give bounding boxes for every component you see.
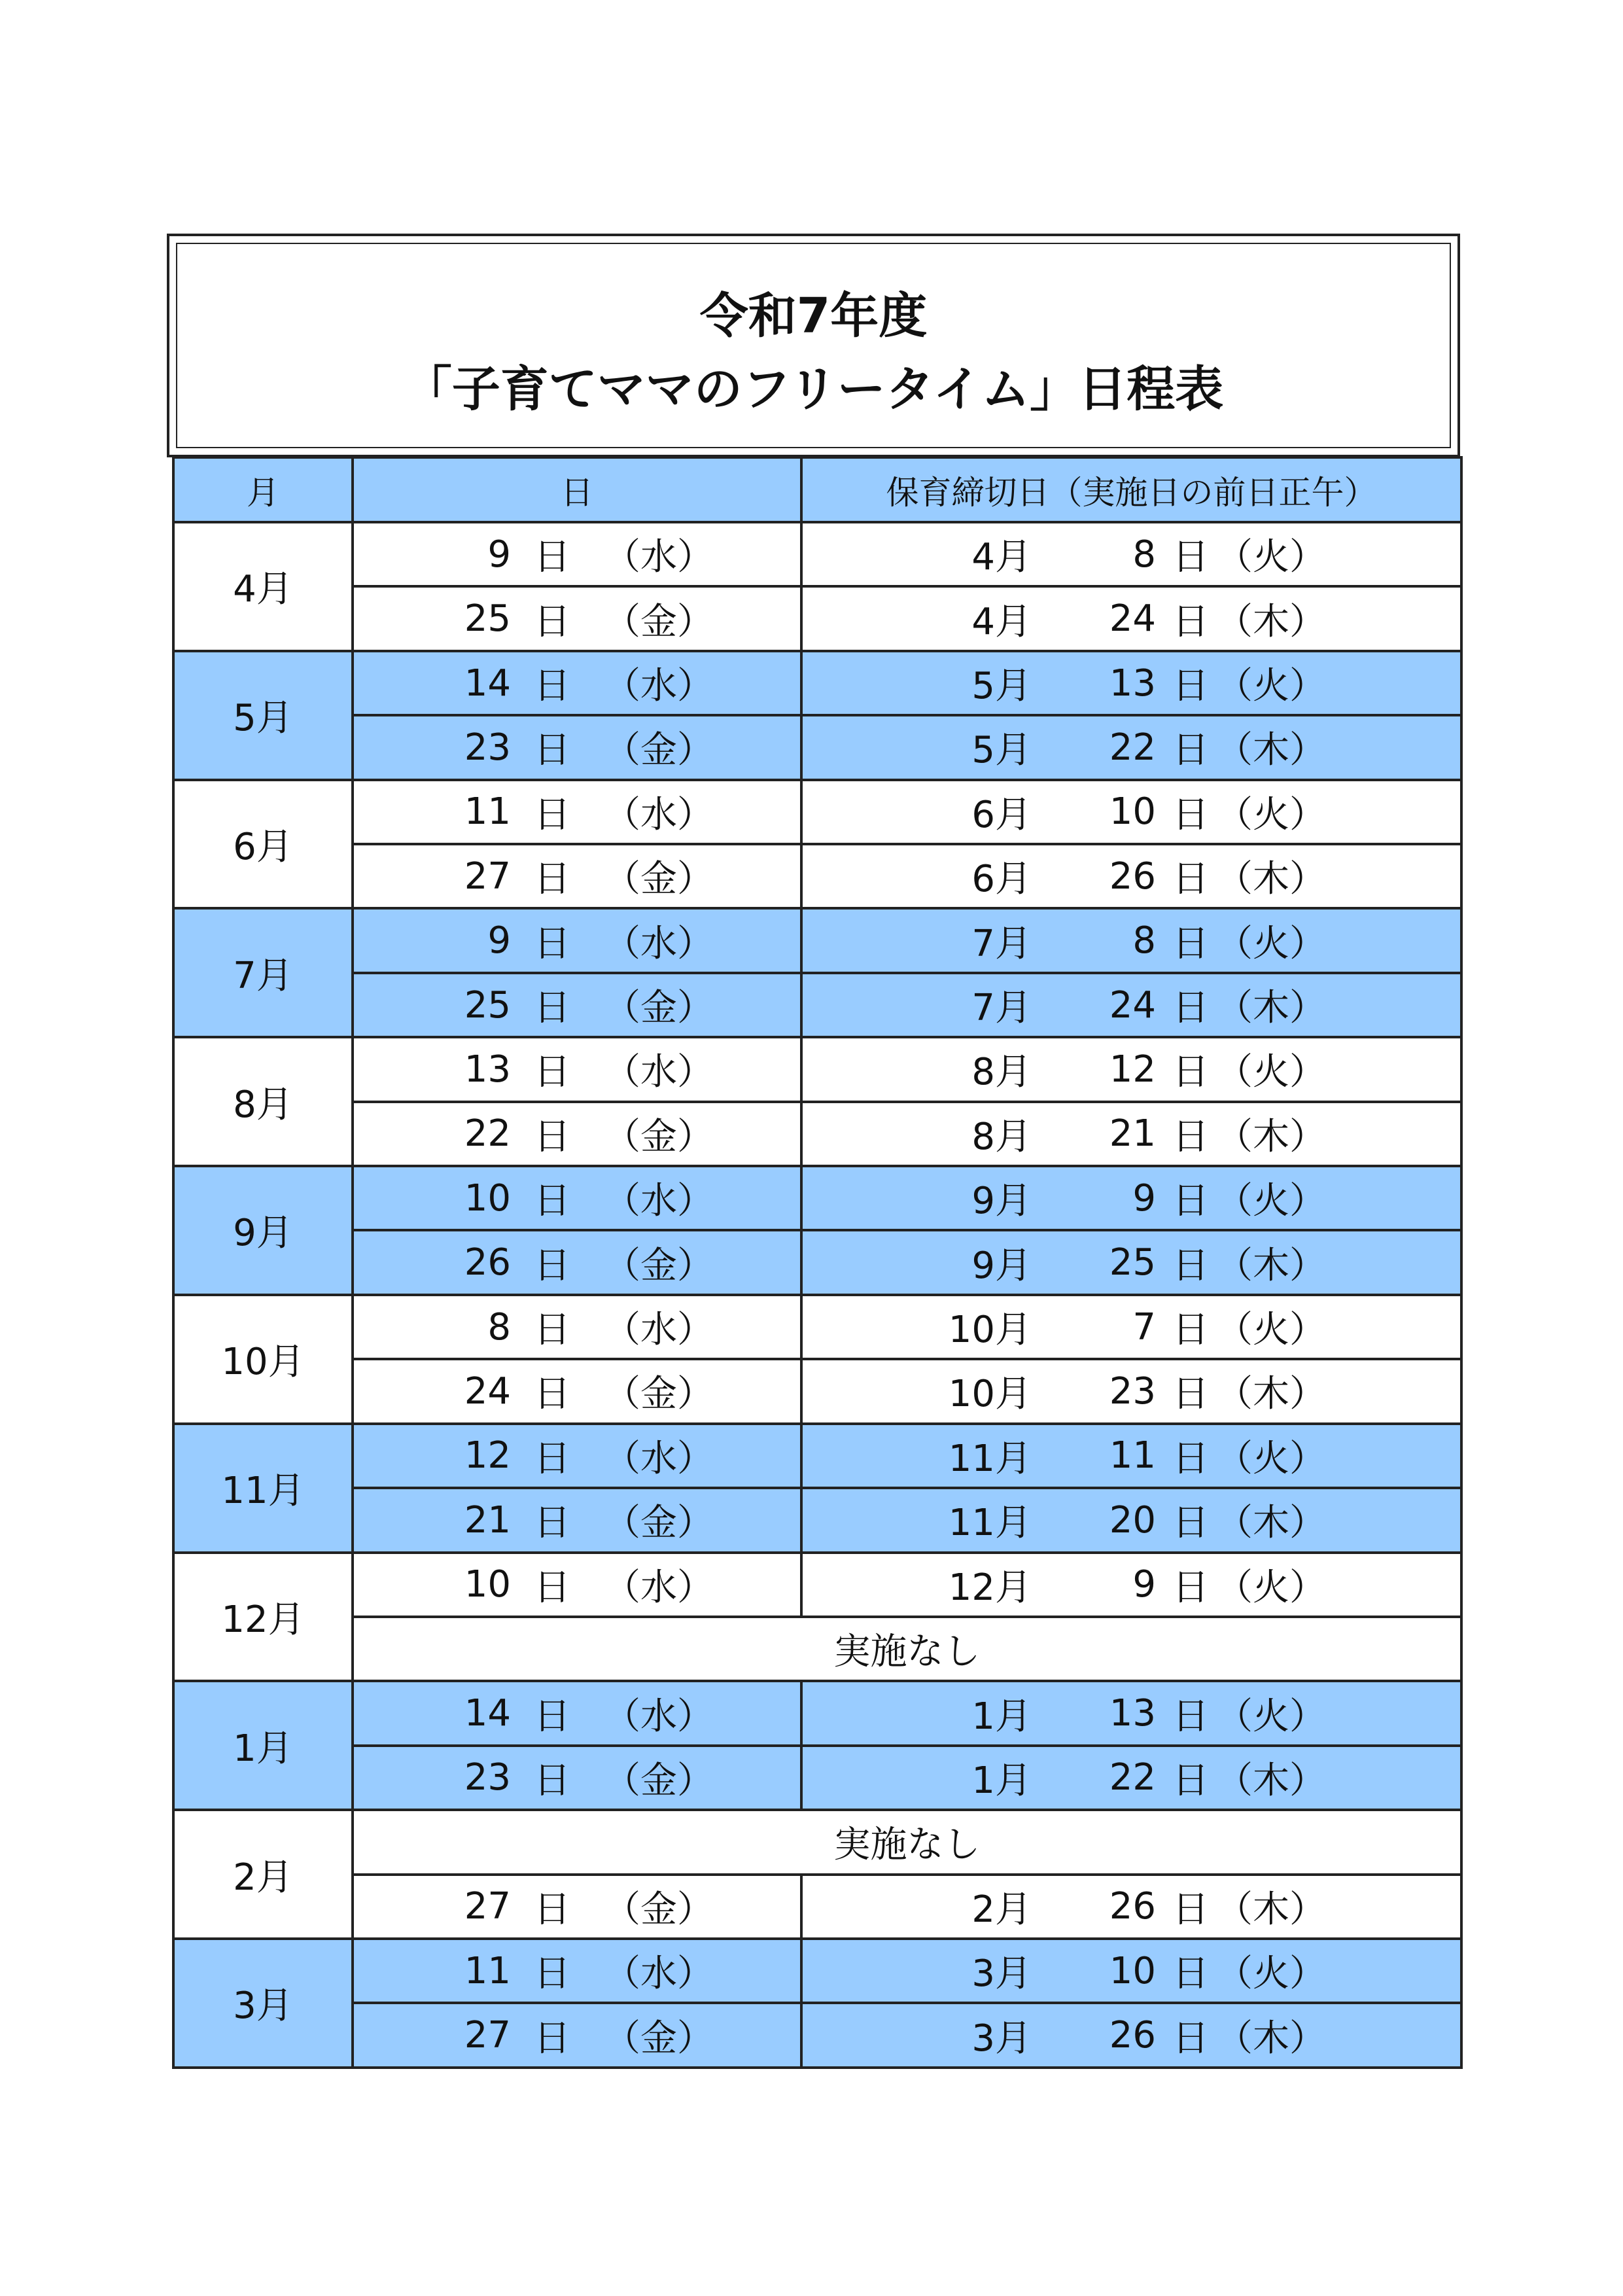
day-unit: 日 [534,1695,570,1738]
day-unit: 日 [1172,1115,1209,1158]
day-unit: 日 [1172,1244,1209,1287]
deadline-cell [801,1875,1461,1939]
session-weekday: （金） [604,1244,714,1287]
session-day: 27 [464,2014,511,2057]
day-unit: 日 [534,1373,570,1416]
session-date-cell [353,1166,801,1230]
header-month: 月 [173,457,353,522]
deadline-day: 8 [1132,533,1156,576]
day-unit: 日 [1172,1566,1209,1609]
schedule-row [173,1746,1461,1810]
deadline-day: 22 [1109,1756,1156,1799]
deadline-weekday: （火） [1216,1566,1326,1609]
deadline-weekday: （木） [1216,1373,1326,1416]
deadline-weekday: （木） [1216,1502,1326,1545]
month-cell: 1月 [173,1681,353,1810]
session-day: 23 [464,1756,511,1799]
deadline-month: 7月 [971,922,1032,965]
schedule-row [173,908,1461,972]
deadline-weekday: （火） [1216,1051,1326,1094]
deadline-day: 7 [1132,1305,1156,1349]
schedule-row [173,1230,1461,1294]
month-cell: 5月 [173,651,353,780]
deadline-day: 9 [1132,1176,1156,1220]
deadline-cell [801,586,1461,650]
session-date-cell [353,844,801,908]
session-day: 9 [487,533,511,576]
schedule-row [173,1359,1461,1423]
session-day: 11 [464,790,511,834]
session-day: 27 [464,855,511,898]
day-unit: 日 [1172,1309,1209,1352]
session-day: 24 [464,1369,511,1413]
day-unit: 日 [534,987,570,1030]
session-weekday: （金） [604,1502,714,1545]
day-unit: 日 [534,729,570,772]
deadline-weekday: （火） [1216,665,1326,708]
session-date-cell [353,522,801,586]
deadline-weekday: （火） [1216,1309,1326,1352]
session-weekday: （金） [604,1759,714,1802]
day-unit: 日 [534,1888,570,1931]
session-day: 22 [464,1112,511,1156]
schedule-row [173,1102,1461,1166]
schedule-row [173,844,1461,908]
session-day: 12 [464,1434,511,1477]
session-weekday: （金） [604,600,714,643]
deadline-cell [801,651,1461,715]
month-cell: 10月 [173,1295,353,1424]
day-unit: 日 [1172,2017,1209,2060]
deadline-cell [801,1488,1461,1552]
header-row [173,457,1461,522]
month-cell: 12月 [173,1553,353,1682]
schedule-row [173,1810,1461,1874]
session-weekday: （金） [604,1115,714,1158]
day-unit: 日 [1172,1502,1209,1545]
schedule-row [173,1295,1461,1359]
day-unit: 日 [534,2017,570,2060]
deadline-weekday: （火） [1216,1180,1326,1223]
session-date-cell [353,1746,801,1810]
deadline-day: 11 [1109,1434,1156,1477]
month-cell: 2月 [173,1810,353,1939]
month-cell: 4月 [173,522,353,651]
session-day: 9 [487,919,511,963]
deadline-day: 10 [1109,790,1156,834]
deadline-weekday: （木） [1216,987,1326,1030]
session-weekday: （水） [604,1695,714,1738]
schedule-row [173,1553,1461,1617]
day-unit: 日 [534,1309,570,1352]
month-cell: 8月 [173,1037,353,1166]
day-unit: 日 [1172,922,1209,965]
day-unit: 日 [534,1437,570,1480]
deadline-weekday: （火） [1216,536,1326,579]
day-unit: 日 [1172,600,1209,643]
deadline-weekday: （木） [1216,1244,1326,1287]
session-date-cell [353,1553,801,1617]
deadline-day: 24 [1109,597,1156,641]
day-unit: 日 [534,1952,570,1996]
deadline-weekday: （火） [1216,1695,1326,1738]
day-unit: 日 [1172,1437,1209,1480]
session-date-cell [353,780,801,844]
schedule-row [173,1681,1461,1745]
deadline-month: 1月 [971,1695,1032,1738]
session-date-cell [353,1424,801,1488]
deadline-cell [801,908,1461,972]
session-weekday: （水） [604,665,714,708]
schedule-row [173,1617,1461,1681]
deadline-weekday: （火） [1216,1437,1326,1480]
session-weekday: （金） [604,858,714,901]
session-date-cell [353,1681,801,1745]
deadline-month: 8月 [971,1051,1032,1094]
deadline-cell [801,1424,1461,1488]
deadline-day: 9 [1132,1563,1156,1606]
deadline-day: 26 [1109,855,1156,898]
session-weekday: （水） [604,1952,714,1996]
day-unit: 日 [534,1180,570,1223]
day-unit: 日 [1172,1051,1209,1094]
session-weekday: （金） [604,987,714,1030]
deadline-weekday: （木） [1216,1759,1326,1802]
title-box [167,234,1460,457]
schedule-row [173,2003,1461,2068]
session-day: 10 [464,1176,511,1220]
day-unit: 日 [534,1502,570,1545]
session-weekday: （水） [604,1437,714,1480]
schedule-body [173,522,1461,2068]
session-date-cell [353,1488,801,1552]
deadline-cell [801,780,1461,844]
session-date-cell [353,1037,801,1101]
deadline-month: 10月 [948,1373,1032,1416]
session-date-cell [353,715,801,779]
day-unit: 日 [1172,858,1209,901]
day-unit: 日 [534,1115,570,1158]
session-weekday: （水） [604,1566,714,1609]
deadline-weekday: （火） [1216,1952,1326,1996]
deadline-cell [801,1295,1461,1359]
header-day: 日 [353,457,801,522]
session-day: 25 [464,983,511,1027]
day-unit: 日 [1172,987,1209,1030]
session-weekday: （金） [604,729,714,772]
session-date-cell [353,1102,801,1166]
deadline-month: 5月 [971,665,1032,708]
schedule-row [173,1939,1461,2003]
deadline-cell [801,1037,1461,1101]
session-weekday: （水） [604,922,714,965]
deadline-cell [801,1102,1461,1166]
deadline-month: 1月 [971,1759,1032,1802]
session-day: 27 [464,1885,511,1928]
deadline-cell [801,715,1461,779]
schedule-table [172,456,1463,2069]
session-day: 13 [464,1048,511,1091]
deadline-cell [801,2003,1461,2068]
deadline-day: 22 [1109,726,1156,769]
schedule-row [173,715,1461,779]
deadline-day: 13 [1109,1692,1156,1735]
day-unit: 日 [534,1244,570,1287]
deadline-month: 12月 [948,1566,1032,1609]
session-weekday: （金） [604,1373,714,1416]
deadline-month: 11月 [948,1502,1032,1545]
deadline-month: 2月 [971,1888,1032,1931]
session-weekday: （水） [604,536,714,579]
deadline-weekday: （火） [1216,793,1326,836]
session-day: 14 [464,662,511,705]
session-weekday: （金） [604,2017,714,2060]
deadline-cell [801,1166,1461,1230]
session-day: 21 [464,1498,511,1542]
month-cell: 3月 [173,1939,353,2068]
deadline-month: 9月 [971,1180,1032,1223]
session-date-cell [353,1939,801,2003]
month-cell: 7月 [173,908,353,1037]
deadline-weekday: （木） [1216,2017,1326,2060]
header-deadline: 保育締切日（実施日の前日正午） [801,457,1461,522]
month-cell: 11月 [173,1424,353,1553]
session-day: 11 [464,1949,511,1992]
session-date-cell [353,651,801,715]
no-session-cell: 実施なし [353,1810,1461,1874]
deadline-cell [801,1939,1461,2003]
deadline-cell [801,1359,1461,1423]
schedule-row [173,1424,1461,1488]
session-day: 25 [464,597,511,641]
deadline-month: 6月 [971,858,1032,901]
month-cell: 9月 [173,1166,353,1295]
session-weekday: （水） [604,1051,714,1094]
session-date-cell [353,1875,801,1939]
schedule-row [173,1875,1461,1939]
deadline-month: 5月 [971,729,1032,772]
schedule-row [173,1488,1461,1552]
session-date-cell [353,908,801,972]
deadline-month: 10月 [948,1309,1032,1352]
session-date-cell [353,1359,801,1423]
schedule-row [173,586,1461,650]
day-unit: 日 [1172,665,1209,708]
deadline-month: 6月 [971,793,1032,836]
session-day: 26 [464,1241,511,1284]
deadline-day: 24 [1109,983,1156,1027]
deadline-weekday: （木） [1216,600,1326,643]
day-unit: 日 [534,600,570,643]
deadline-cell [801,1681,1461,1745]
deadline-weekday: （火） [1216,922,1326,965]
session-day: 8 [487,1305,511,1349]
deadline-weekday: （木） [1216,1115,1326,1158]
session-day: 10 [464,1563,511,1606]
day-unit: 日 [534,922,570,965]
deadline-day: 26 [1109,1885,1156,1928]
schedule-row [173,973,1461,1037]
deadline-month: 11月 [948,1437,1032,1480]
session-day: 14 [464,1692,511,1735]
deadline-weekday: （木） [1216,1888,1326,1931]
deadline-month: 3月 [971,1952,1032,1996]
day-unit: 日 [1172,1888,1209,1931]
session-date-cell [353,2003,801,2068]
deadline-month: 7月 [971,987,1032,1030]
day-unit: 日 [1172,1952,1209,1996]
deadline-month: 3月 [971,2017,1032,2060]
session-date-cell [353,1295,801,1359]
deadline-day: 13 [1109,662,1156,705]
schedule-row [173,780,1461,844]
schedule-row [173,651,1461,715]
day-unit: 日 [1172,1759,1209,1802]
day-unit: 日 [1172,729,1209,772]
deadline-day: 20 [1109,1498,1156,1542]
day-unit: 日 [1172,793,1209,836]
deadline-cell [801,844,1461,908]
deadline-day: 8 [1132,919,1156,963]
deadline-day: 12 [1109,1048,1156,1091]
day-unit: 日 [534,1759,570,1802]
session-date-cell [353,1230,801,1294]
schedule-row [173,522,1461,586]
deadline-weekday: （木） [1216,858,1326,901]
deadline-weekday: （木） [1216,729,1326,772]
session-weekday: （水） [604,793,714,836]
no-session-cell: 実施なし [353,1617,1461,1681]
day-unit: 日 [534,1051,570,1094]
session-weekday: （金） [604,1888,714,1931]
deadline-day: 10 [1109,1949,1156,1992]
deadline-month: 8月 [971,1115,1032,1158]
deadline-month: 9月 [971,1244,1032,1287]
deadline-cell [801,973,1461,1037]
day-unit: 日 [534,665,570,708]
day-unit: 日 [534,858,570,901]
day-unit: 日 [1172,536,1209,579]
session-date-cell [353,973,801,1037]
deadline-cell [801,522,1461,586]
day-unit: 日 [534,536,570,579]
schedule-row [173,1166,1461,1230]
deadline-day: 21 [1109,1112,1156,1156]
deadline-day: 25 [1109,1241,1156,1284]
deadline-cell [801,1746,1461,1810]
deadline-day: 26 [1109,2014,1156,2057]
deadline-month: 4月 [971,536,1032,579]
title-schedule-name: 「子育てママのフリータイム」日程表 [403,361,1224,417]
session-date-cell [353,586,801,650]
session-day: 23 [464,726,511,769]
day-unit: 日 [1172,1373,1209,1416]
deadline-cell [801,1230,1461,1294]
day-unit: 日 [1172,1180,1209,1223]
month-cell: 6月 [173,780,353,909]
session-weekday: （水） [604,1180,714,1223]
session-weekday: （水） [604,1309,714,1352]
day-unit: 日 [534,1566,570,1609]
day-unit: 日 [534,793,570,836]
day-unit: 日 [1172,1695,1209,1738]
deadline-cell [801,1553,1461,1617]
title-fiscal-year: 令和7年度 [699,288,928,344]
deadline-month: 4月 [971,600,1032,643]
deadline-day: 23 [1109,1369,1156,1413]
schedule-row [173,1037,1461,1101]
